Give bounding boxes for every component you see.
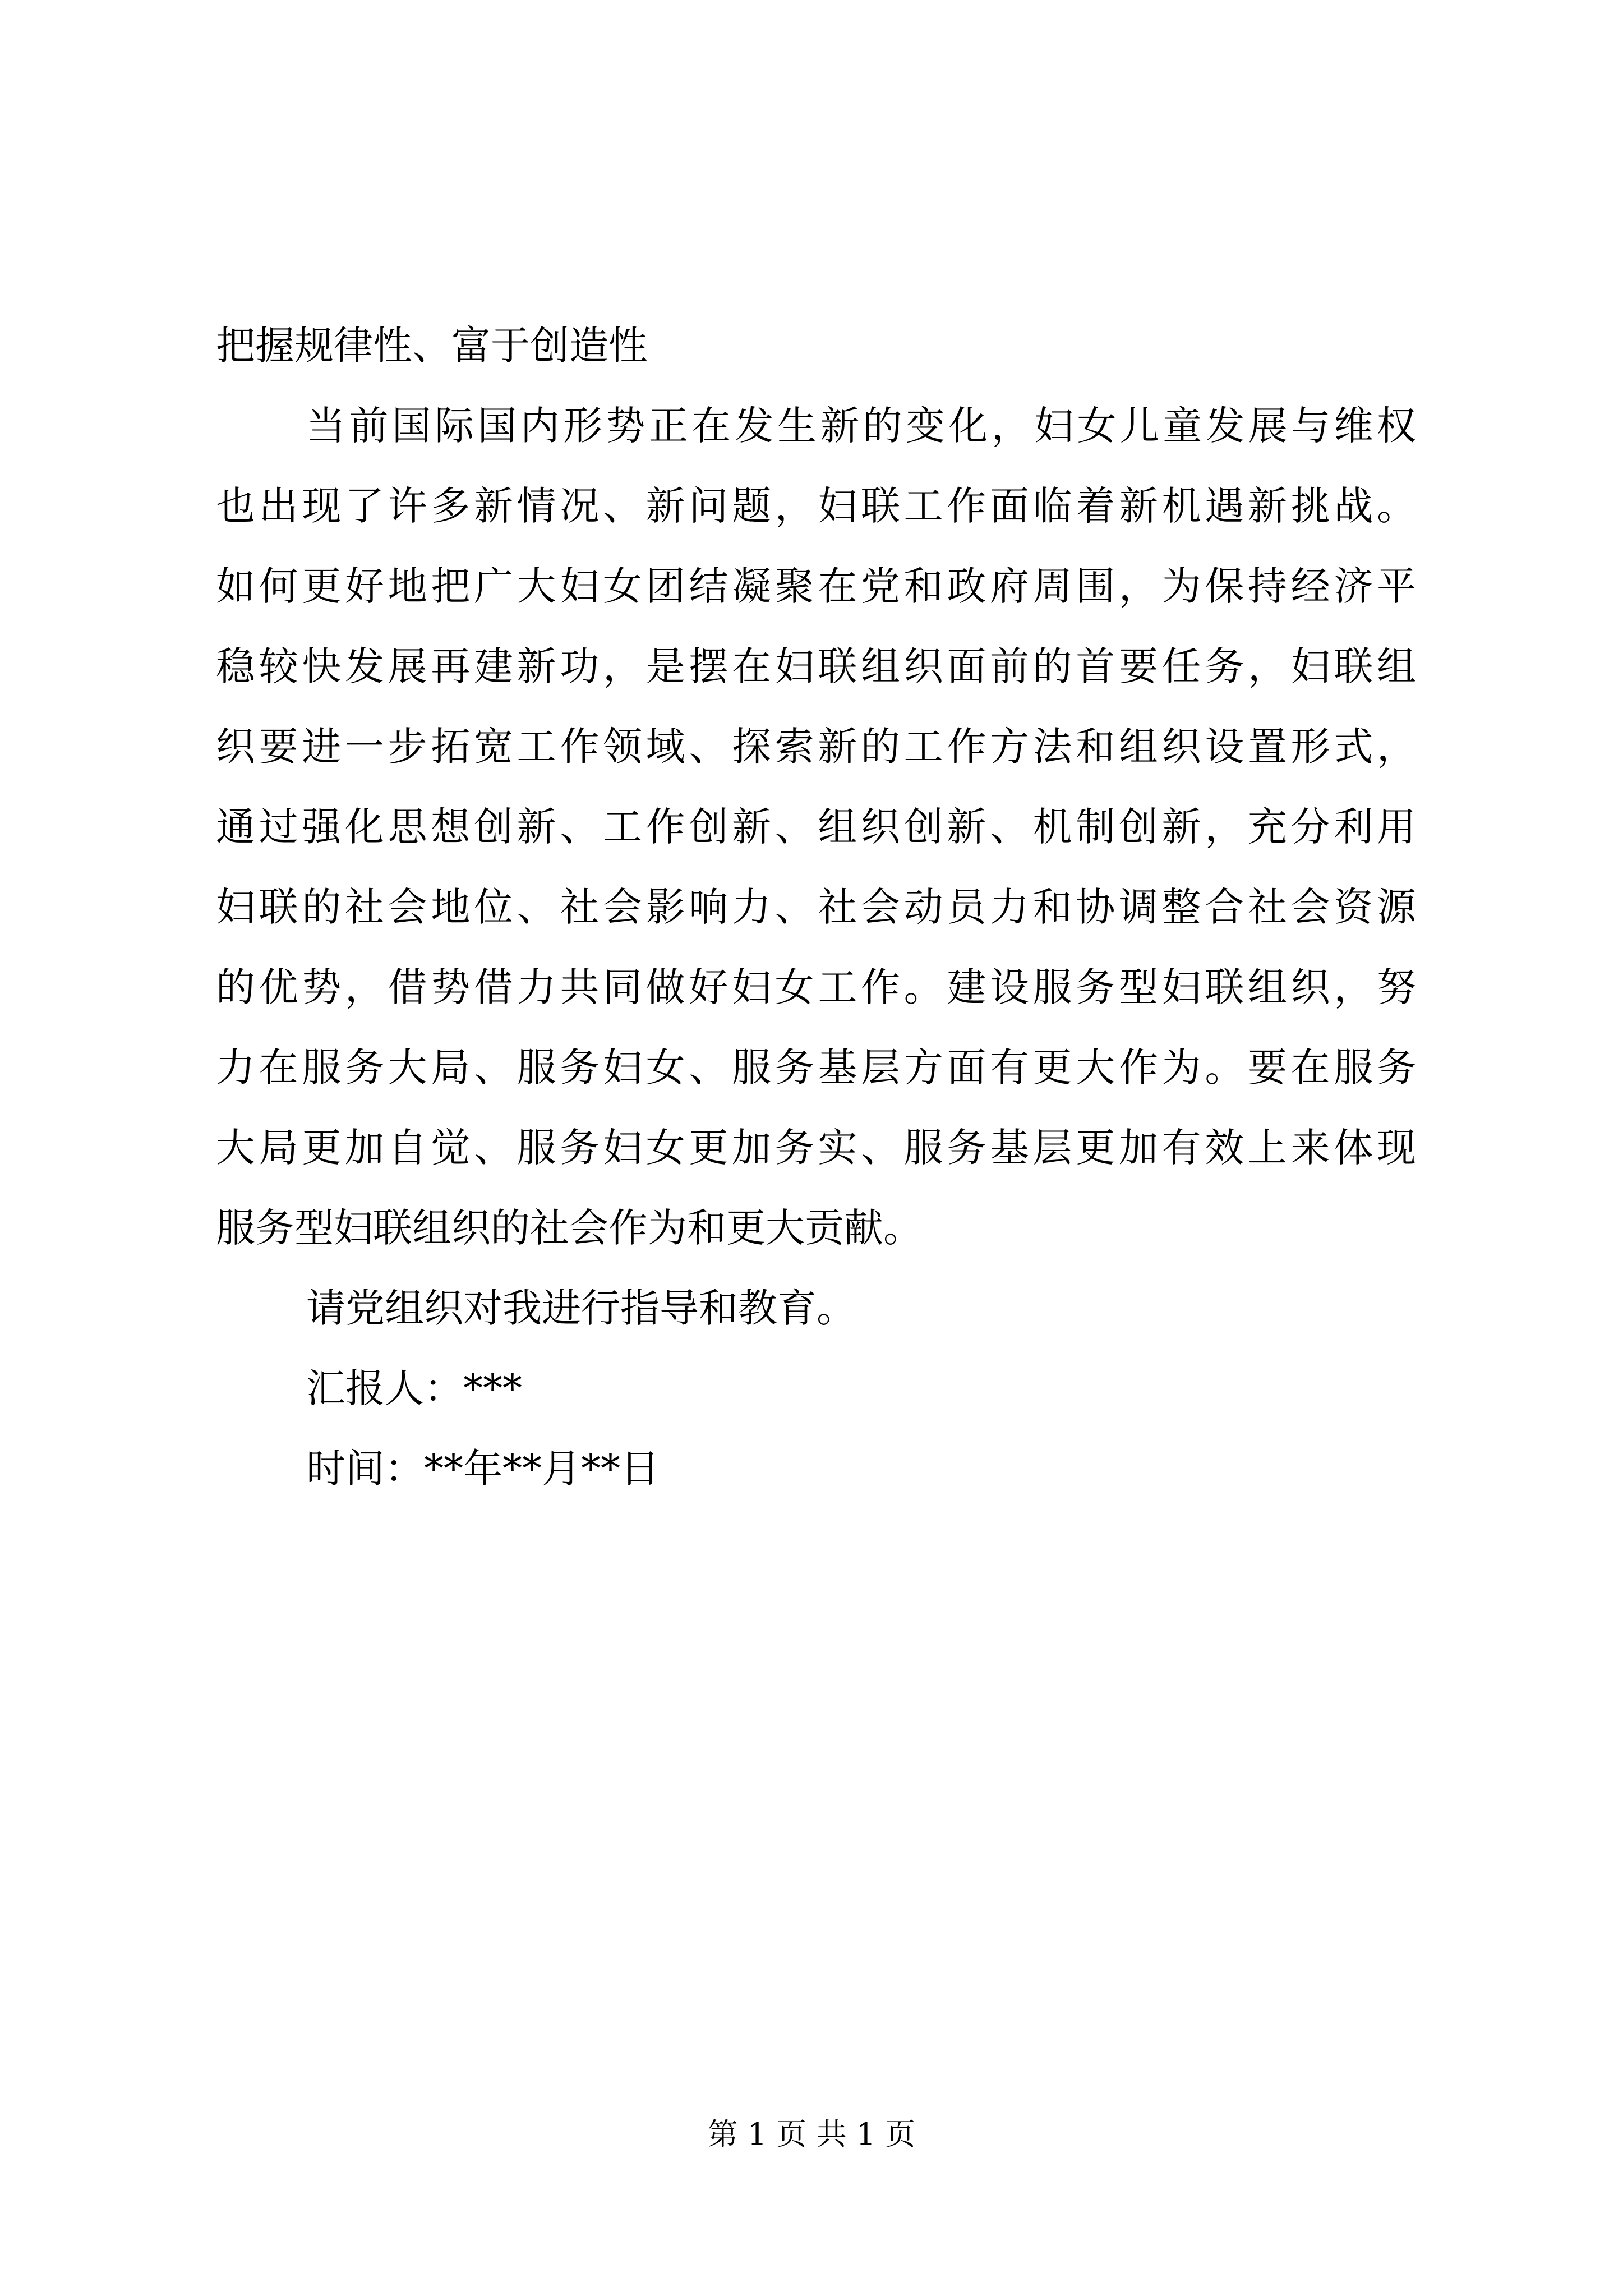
paragraph-line: 稳较快发展再建新功，是摆在妇联组织面前的首要任务，妇联组 — [216, 643, 1416, 689]
paragraph-line: 当前国际国内形势正在发生新的变化，妇女儿童发展与维权 — [306, 403, 1416, 449]
page-indicator: 第 1 页 共 1 页 — [707, 2116, 916, 2152]
paragraph-line: 服务型妇联组织的社会作为和更大贡献。 — [216, 1205, 923, 1251]
paragraph-line: 大局更加自觉、服务妇女更加务实、服务基层更加有效上来体现 — [216, 1125, 1416, 1171]
paragraph-line: 也出现了许多新情况、新问题，妇联工作面临着新机遇新挑战。 — [216, 483, 1416, 529]
paragraph-line: 织要进一步拓宽工作领域、探索新的工作方法和组织设置形式， — [216, 724, 1416, 770]
paragraph-line: 力在服务大局、服务妇女、服务基层方面有更大作为。要在服务 — [216, 1045, 1416, 1091]
section-heading-line: 把握规律性、富于创造性 — [216, 323, 648, 369]
paragraph-line: 通过强化思想创新、工作创新、组织创新、机制创新，充分利用 — [216, 804, 1416, 850]
page-footer — [0, 2115, 1623, 2154]
document-body — [216, 306, 1416, 1509]
date-line: 时间：**年**月**日 — [306, 1446, 660, 1492]
closing-request: 请党组织对我进行指导和教育。 — [306, 1285, 856, 1331]
paragraph-line: 的优势，借势借力共同做好妇女工作。建设服务型妇联组织，努 — [216, 964, 1416, 1010]
paragraph-line: 如何更好地把广大妇女团结凝聚在党和政府周围，为保持经济平 — [216, 563, 1416, 609]
paragraph-line: 妇联的社会地位、社会影响力、社会动员力和协调整合社会资源 — [216, 884, 1416, 930]
reporter-line: 汇报人：*** — [306, 1365, 522, 1411]
